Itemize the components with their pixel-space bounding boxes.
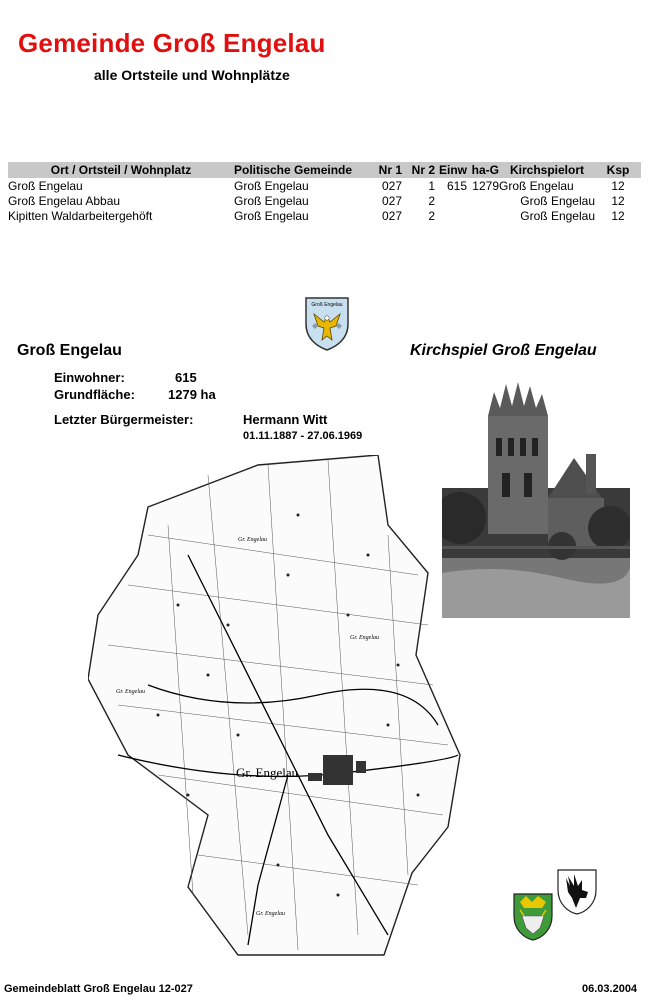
table-cell: 027 <box>381 193 402 208</box>
map-label: Gr. Engelau <box>238 537 267 543</box>
footer-document-id: Gemeindeblatt Groß Engelau 12-027 <box>4 983 193 995</box>
table-cell: 027 <box>381 178 402 193</box>
map-label: Gr. Engelau <box>256 911 285 917</box>
coat-of-arms-district <box>512 892 554 942</box>
place-name: Groß Engelau <box>17 342 122 359</box>
map-label: Gr. Engelau <box>116 689 145 695</box>
area-value: 1279 ha <box>168 387 216 402</box>
table-cell: Groß Engelau <box>520 193 595 208</box>
map-label: Gr. Engelau <box>350 635 379 641</box>
table-cell: 615 <box>446 178 467 193</box>
shield-icon <box>304 296 350 352</box>
table-cell: Groß Engelau <box>234 193 309 208</box>
column-header: Einw <box>435 162 467 178</box>
coat-of-arms-elk <box>556 868 598 916</box>
table-cell: 12 <box>611 178 625 193</box>
table-cell: Groß Engelau <box>499 178 574 193</box>
table-cell <box>435 208 467 223</box>
page-subtitle: alle Ortsteile und Wohnplätze <box>94 67 290 83</box>
map-town-label: Gr. Engelau <box>236 765 299 780</box>
residents-label: Einwohner: <box>54 370 125 385</box>
table-cell <box>467 208 499 223</box>
table-cell: 2 <box>428 208 435 223</box>
table-cell: 2 <box>428 193 435 208</box>
table-row <box>8 208 641 223</box>
mayor-dates: 01.11.1887 - 27.06.1969 <box>243 430 363 442</box>
table-cell: 1 <box>428 178 435 193</box>
table-cell: 12 <box>611 208 625 223</box>
table-cell: Groß Engelau <box>234 208 309 223</box>
column-header: Ksp <box>595 162 641 178</box>
church-photo <box>442 378 630 618</box>
column-header: Nr 2 <box>402 162 435 178</box>
parish-title: Kirchspiel Groß Engelau <box>410 342 597 359</box>
table-cell: Groß Engelau <box>8 178 83 193</box>
column-header: Kirchspielort <box>499 162 595 178</box>
places-table <box>8 162 641 223</box>
shield-icon <box>556 868 598 916</box>
coat-of-arms-gross-engelau <box>304 296 350 352</box>
mayor-label: Letzter Bürgermeister: <box>54 412 194 427</box>
column-header: Politische Gemeinde <box>234 162 368 178</box>
table-cell: Kipitten Waldarbeitergehöft <box>8 208 153 223</box>
area-label: Grundfläche: <box>54 387 135 402</box>
residents-value: 615 <box>175 370 197 385</box>
historic-map <box>88 455 468 960</box>
column-header: ha-G <box>467 162 499 178</box>
table-cell <box>435 193 467 208</box>
table-header-row <box>8 162 641 178</box>
table-cell <box>467 193 499 208</box>
table-cell: 027 <box>381 208 402 223</box>
table-cell: Groß Engelau <box>520 208 595 223</box>
table-cell: Groß Engelau <box>234 178 309 193</box>
column-header: Nr 1 <box>368 162 402 178</box>
table-cell: 12 <box>611 193 625 208</box>
shield-icon <box>512 892 554 942</box>
column-header: Ort / Ortsteil / Wohnplatz <box>8 162 234 178</box>
mayor-name: Hermann Witt <box>243 412 328 427</box>
table-cell: 1279 <box>472 178 499 193</box>
coat-label: Groß Engelau <box>311 302 343 308</box>
page-title: Gemeinde Groß Engelau <box>18 28 326 58</box>
footer-date: 06.03.2004 <box>582 983 638 995</box>
table-row <box>8 193 641 208</box>
table-cell: Groß Engelau Abbau <box>8 193 121 208</box>
table-row <box>8 178 641 193</box>
